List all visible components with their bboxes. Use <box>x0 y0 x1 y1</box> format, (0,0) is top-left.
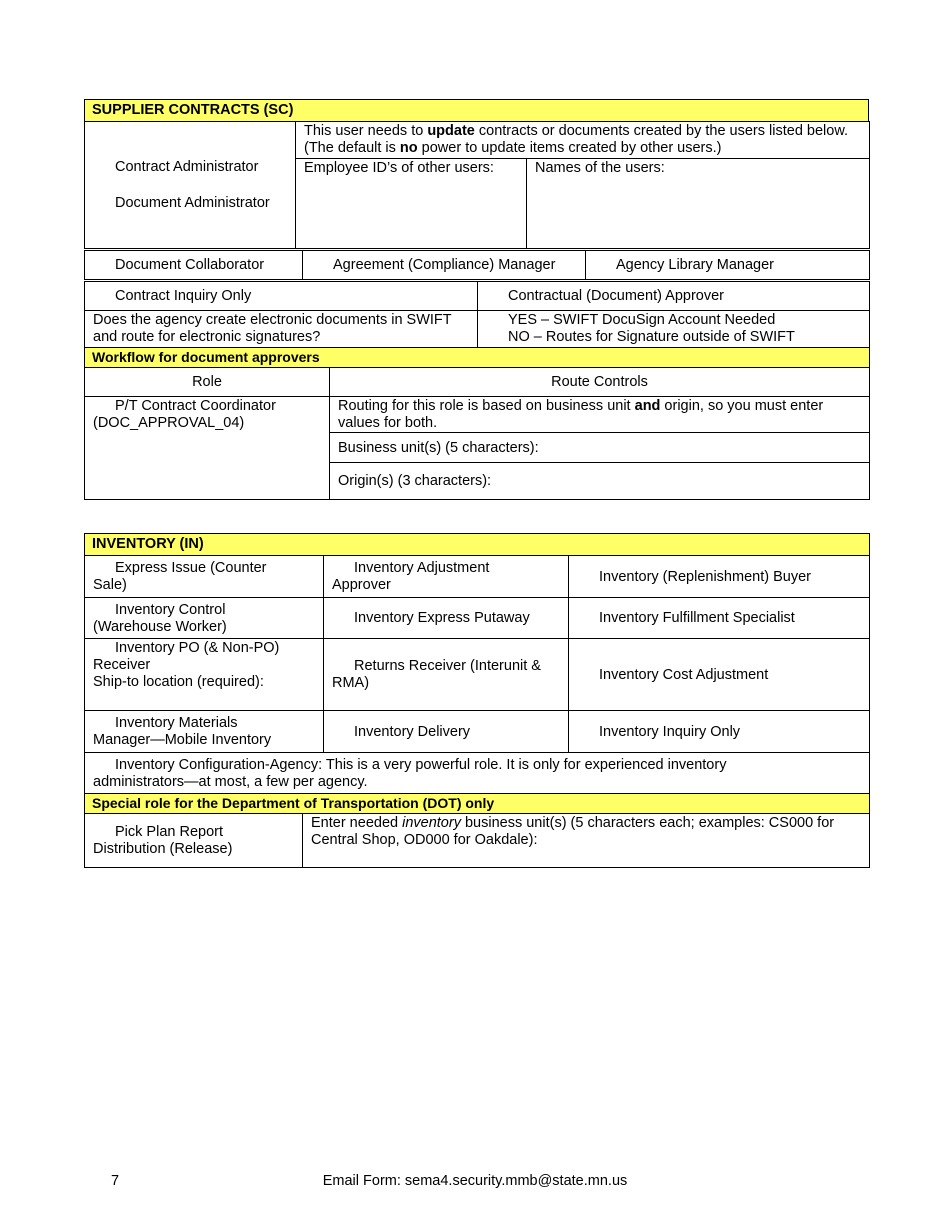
role-label: Inventory Delivery <box>354 723 471 740</box>
role-label: Inventory Cost Adjustment <box>599 666 769 683</box>
ship-to-location-label: Ship-to location (required): <box>93 674 264 690</box>
role-inventory-delivery[interactable] <box>324 711 569 753</box>
dot-note-text: business unit(s) (5 characters each; examples: CS000 for Central Shop, OD000 for Oakdale): <box>311 815 835 848</box>
inventory-table <box>84 533 870 794</box>
routing-note-text: Routing for this role is based on business unit <box>338 398 635 414</box>
user-names-label: Names of the users: <box>535 160 665 176</box>
role-label: Inventory Express Putaway <box>354 610 530 626</box>
sc-section-header: SUPPLIER CONTRACTS (SC) <box>85 100 869 122</box>
sc-admin-table <box>84 121 870 249</box>
role-label: (Warehouse Worker) <box>93 618 227 635</box>
role-label: Agreement (Compliance) Manager <box>333 257 556 273</box>
sc-admin-roles-cell <box>85 122 296 249</box>
employee-ids-label: Employee ID’s of other users: <box>304 160 494 176</box>
role-inventory-inquiry-only[interactable] <box>569 711 870 753</box>
role-label: Document Collaborator <box>115 257 265 273</box>
inventory-section <box>84 533 869 868</box>
workflow-header: Workflow for document approvers <box>85 348 870 368</box>
role-inventory-materials-manager[interactable] <box>85 711 324 753</box>
role-label: Inventory Inquiry Only <box>599 723 741 740</box>
dot-note-text: Enter needed <box>311 815 403 831</box>
sc-workflow-table <box>84 347 870 500</box>
role-document-collaborator[interactable] <box>85 251 303 280</box>
role-inventory-control[interactable] <box>85 598 324 639</box>
pt-coordinator-role[interactable] <box>85 397 330 500</box>
docusign-yes-option[interactable] <box>486 312 861 329</box>
role-label: Inventory Configuration-Agency: This is a very powerful role. It is only for experienced inventory <box>115 756 727 773</box>
role-label: Approver <box>332 577 391 593</box>
role-label: Express Issue (Counter <box>115 560 267 576</box>
role-returns-receiver[interactable] <box>324 639 569 711</box>
option-label: NO – Routes for Signature outside of SWIFT <box>508 329 795 345</box>
role-label: Receiver <box>93 657 151 673</box>
role-contract-administrator: Contract Administrator <box>115 159 259 175</box>
sc-collaborator-table <box>84 250 870 280</box>
role-label: Pick Plan Report <box>115 824 223 840</box>
business-units-field[interactable] <box>330 433 870 463</box>
role-agreement-manager[interactable] <box>303 251 586 280</box>
role-express-issue[interactable] <box>85 556 324 598</box>
role-label: Inventory Fulfillment Specialist <box>599 610 795 626</box>
col-role-header: Role <box>85 368 330 397</box>
role-pick-plan-report[interactable] <box>85 814 303 868</box>
role-label: Distribution (Release) <box>93 841 233 857</box>
sc-inquiry-table <box>84 281 870 348</box>
dot-note-italic: inventory <box>402 815 461 831</box>
role-label: P/T Contract Coordinator <box>115 398 276 414</box>
role-label: RMA) <box>332 675 370 691</box>
user-names-field[interactable] <box>527 159 870 249</box>
update-note-text: contracts or documents created by the users listed below. (The default is <box>304 123 849 156</box>
update-note-text: power to update items created by other users.) <box>417 140 722 156</box>
role-label: Inventory PO (& Non-PO) <box>115 640 280 656</box>
routing-note-bold: and <box>634 398 661 414</box>
role-inventory-fulfillment-specialist[interactable] <box>569 598 870 639</box>
dot-header: Special role for the Department of Transportation (DOT) only <box>85 794 870 814</box>
role-code: (DOC_APPROVAL_04) <box>93 415 245 431</box>
role-label: Inventory Control <box>115 601 226 618</box>
page-number: 7 <box>111 1173 120 1189</box>
employee-ids-field[interactable] <box>296 159 527 249</box>
dot-business-units-field[interactable] <box>303 814 870 868</box>
role-label: Inventory Materials <box>115 715 238 731</box>
role-label: Inventory (Replenishment) Buyer <box>599 568 811 585</box>
update-note-text: This user needs to <box>304 123 428 139</box>
update-note-bold: no <box>399 140 418 156</box>
dot-table <box>84 793 870 868</box>
routing-note-text: origin, so you must enter values for both. <box>338 398 824 431</box>
footer-email[interactable]: Email Form: sema4.security.mmb@state.mn.us <box>322 1173 628 1189</box>
option-label: YES – SWIFT DocuSign Account Needed <box>508 312 776 328</box>
role-label: Inventory Adjustment <box>354 560 490 576</box>
supplier-contracts-section <box>84 99 869 500</box>
docusign-question: Does the agency create electronic documents in SWIFT and route for electronic signatures? <box>85 311 478 348</box>
business-units-label: Business unit(s) (5 characters): <box>338 439 539 456</box>
role-label: administrators—at most, a few per agency. <box>93 773 368 790</box>
sc-header-table <box>84 99 869 122</box>
inventory-section-header: INVENTORY (IN) <box>85 534 870 556</box>
role-label: Agency Library Manager <box>616 257 774 273</box>
docusign-no-option[interactable] <box>486 329 861 346</box>
role-contract-inquiry-only[interactable] <box>85 282 478 311</box>
role-inventory-express-putaway[interactable] <box>324 598 569 639</box>
role-document-administrator: Document Administrator <box>115 195 270 211</box>
role-label: Returns Receiver (Interunit & <box>354 658 541 674</box>
role-inventory-replenishment-buyer[interactable] <box>569 556 870 598</box>
role-label: Manager—Mobile Inventory <box>93 732 272 748</box>
col-route-controls-header: Route Controls <box>330 368 870 397</box>
role-inventory-adjustment-approver[interactable] <box>324 556 569 598</box>
role-agency-library-manager[interactable] <box>586 251 870 280</box>
update-note <box>296 122 870 159</box>
routing-note <box>330 397 870 433</box>
origins-field[interactable] <box>330 463 870 500</box>
role-inventory-cost-adjustment[interactable] <box>569 639 870 711</box>
docusign-options <box>478 311 870 348</box>
update-note-bold: update <box>427 123 475 139</box>
origins-label: Origin(s) (3 characters): <box>338 473 492 489</box>
role-label: Contract Inquiry Only <box>115 288 252 304</box>
role-contractual-approver[interactable] <box>478 282 870 311</box>
role-inventory-configuration-agency[interactable] <box>85 753 870 794</box>
role-label: Sale) <box>93 577 127 593</box>
role-inventory-po-receiver[interactable] <box>85 639 324 711</box>
role-label: Contractual (Document) Approver <box>508 288 724 304</box>
